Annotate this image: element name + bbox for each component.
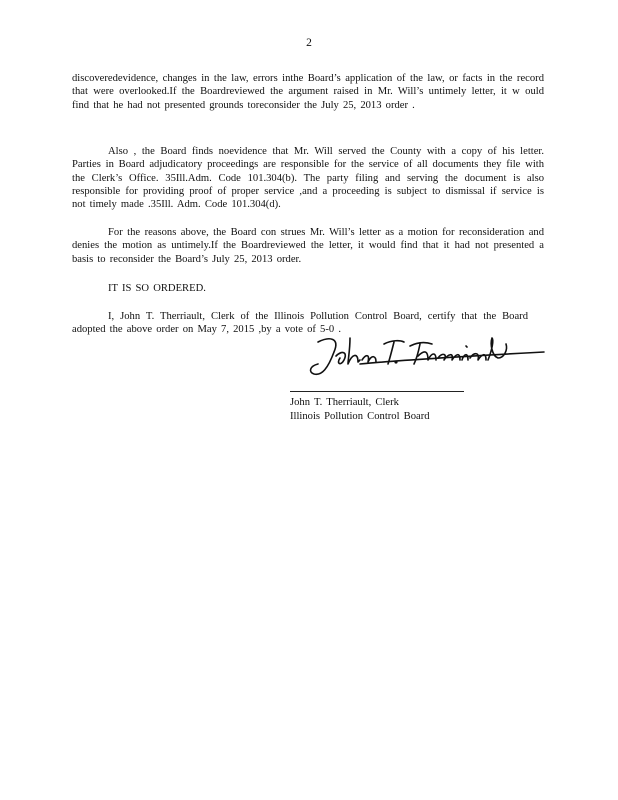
paragraph-conclusion: For the reasons above, the Board con strues Mr. Will’s letter as a motion for reconsideration and denies the motion as untimely.If the Boardreviewed the letter, it would find that it had not presented a basis to reconsider the Board’s July 25, 2013 order. xyxy=(72,227,544,265)
signatory-organization: Illinois Pollution Control Board xyxy=(290,411,430,422)
clerk-certification: I, John T. Therriault, Clerk of the Illinois Pollution Control Board, certify that the Board adopted the above order on May 7, 2015 ,by a vote of 5-0 . xyxy=(72,311,528,336)
paragraph-reconsideration-grounds: discoveredevidence, changes in the law, errors inthe Board’s application of the law, or facts in the record that were overlooked.If the Boardreviewed the argument raised in Mr. Will’s untimely letter, it w ould find that he had not presented grounds toreconsider the July 25, 2013 order . xyxy=(72,73,544,111)
page-number: 2 xyxy=(306,37,312,49)
signatory-name-title: John T. Therriault, Clerk xyxy=(290,397,399,408)
order-statement: IT IS SO ORDERED. xyxy=(108,283,206,294)
handwritten-signature xyxy=(300,330,550,386)
paragraph-service: Also , the Board finds noevidence that Mr. Will served the County with a copy of his letter. Parties in Board adjudicatory proceedings are responsible for the service of all documents they file with the Clerk’s Office. 35Ill.Adm. Code 101.304(b). The party filing and serving the document is also responsible for providing proof of proper service ,and a proceeding is subject to dismissal if service is not timely made .35Ill. Adm. Code 101.304(d). xyxy=(72,146,544,211)
signature-line xyxy=(290,391,464,392)
